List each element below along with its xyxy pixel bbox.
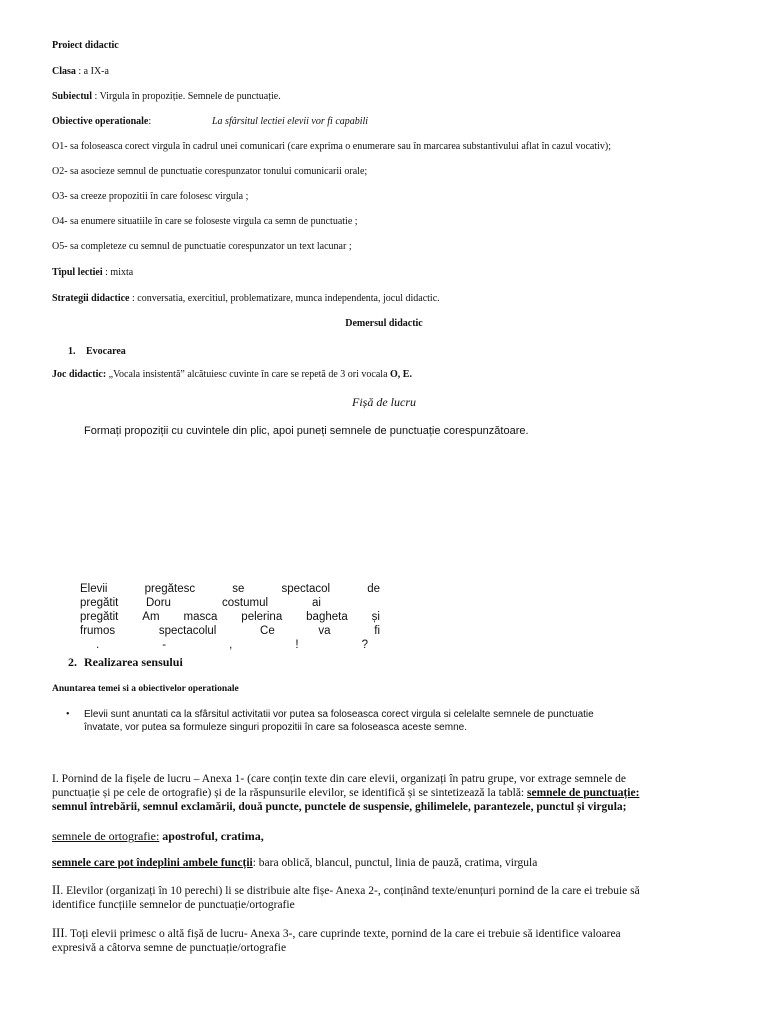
- joc-text: „Vocala insistentă” alcătuiesc cuvinte în care se repetă de 3 ori vocala: [106, 369, 391, 380]
- paragraph-i-line-1: [52, 772, 712, 786]
- ambele-line: [52, 856, 712, 870]
- bullet-dot: •: [66, 709, 70, 720]
- word-cell: pregătit: [80, 597, 119, 609]
- word-cell: spectacol: [281, 583, 331, 595]
- section-1-title: Evocarea: [86, 346, 126, 357]
- paragraph-i: [52, 772, 712, 814]
- word-cell: spectacolul: [158, 625, 217, 637]
- word-cell: costumul: [222, 597, 269, 609]
- section-2-number: 2.: [68, 655, 77, 669]
- paragraph-iii: [52, 926, 712, 955]
- joc-line: [52, 369, 412, 380]
- clasa-label: Clasa: [52, 66, 76, 77]
- section-2-heading: [68, 655, 183, 670]
- paragraph-i-line-2: [52, 786, 712, 800]
- strategies-label: Strategii didactice: [52, 293, 130, 304]
- roman-iii: III: [52, 926, 65, 940]
- joc-label: Joc didactic:: [52, 369, 107, 380]
- bullet-text-line-1: Elevii sunt anuntati ca la sfârsitul activitatii vor putea sa foloseasca corect virgula si celelalte semnele de punctuatie: [84, 709, 594, 720]
- section-2-title: Realizarea sensului: [84, 655, 183, 669]
- ortografie-value: apostroful, cratima,: [159, 829, 264, 843]
- obiective-colon: :: [148, 116, 152, 127]
- word-grid-row: [80, 610, 380, 624]
- strategies-value: : conversatia, exercitiul, problematizare, munca independenta, jocul didactic.: [129, 293, 440, 304]
- word-cell: pregătit: [80, 611, 119, 623]
- punctuation-cell: -: [162, 639, 167, 651]
- paragraph-ii: [52, 883, 712, 912]
- roman-ii: II: [52, 883, 61, 897]
- word-cell: fi: [374, 625, 380, 637]
- paragraph-i-text-a: . Pornind de la fișele de lucru – Anexa 1- (care conțin texte din care elevii, organizați în patru grupe, vor extrage semnele de: [55, 773, 626, 785]
- punctuation-cell: ,: [229, 639, 233, 651]
- word-cell: pelerina: [241, 611, 283, 623]
- section-1-heading: [68, 346, 126, 357]
- word-cell: bagheta: [306, 611, 348, 623]
- obiective-line: [52, 116, 369, 127]
- punctuation-cell: ?: [361, 639, 368, 651]
- paragraph-ii-line-2: identifice funcțiile semnelor de punctuație/ortografie: [52, 899, 295, 911]
- punctuation-cell: !: [295, 639, 299, 651]
- objective-o3: O3- sa creeze propozitii în care folosesc virgula ;: [52, 191, 249, 202]
- lesson-type-value: : mixta: [102, 267, 134, 278]
- word-cell: frumos: [80, 625, 116, 637]
- clasa-line: [52, 66, 109, 77]
- bullet-text-line-2: învatate, vor putea sa formuleze singuri propozitii în care sa foloseasca aceste semne.: [84, 722, 467, 733]
- section-1-number: 1.: [68, 346, 76, 357]
- paragraph-iii-line-2: expresivă a câtorva semne de punctuație/ortografie: [52, 942, 287, 954]
- lesson-type-line: [52, 267, 133, 278]
- word-cell: ai: [312, 597, 321, 609]
- anuntare-title: Anuntarea temei si a obiectivelor operationale: [52, 684, 239, 694]
- word-cell: Am: [142, 611, 160, 623]
- word-grid: [80, 582, 380, 652]
- strategies-line: [52, 293, 440, 304]
- word-cell: pregătesc: [144, 583, 196, 595]
- ambele-value: : bara oblică, blancul, punctul, linia de pauză, cratima, virgula: [252, 857, 538, 869]
- objective-o5: O5- sa completeze cu semnul de punctuatie corespunzator un text lacunar ;: [52, 241, 352, 252]
- fisa-instruction: Formați propoziții cu cuvintele din plic, apoi puneți semnele de punctuație corespunzătoare.: [84, 425, 529, 437]
- word-cell: va: [318, 625, 331, 637]
- subiect-label: Subiectul: [52, 91, 93, 102]
- objective-o1: O1- sa foloseasca corect virgula în cadrul unei comunicari (care exprima o enumerare sau în marcarea substantivului aflat în cazul vocativ);: [52, 141, 612, 152]
- objective-o4: O4- sa enumere situatiile în care se foloseste virgula ca semn de punctuatie ;: [52, 216, 358, 227]
- joc-vowels: O, E.: [390, 369, 412, 380]
- ortografie-label: semnele de ortografie:: [52, 829, 160, 843]
- obiective-label: Obiective operationale: [52, 116, 149, 127]
- word-grid-row: [80, 624, 380, 638]
- subiect-value: : Virgula în propoziție. Semnele de punctuație.: [92, 91, 281, 102]
- paragraph-i-text-b: punctuație și pe cele de ortografie) și de la răspunsurile elevilor, se identifică și se sintetizează la tablă:: [52, 787, 527, 799]
- roman-i: I: [52, 773, 56, 785]
- word-cell: se: [232, 583, 245, 595]
- word-cell: Ce: [260, 625, 275, 637]
- word-cell: de: [367, 583, 380, 595]
- obiective-intro: La sfârsitul lectiei elevii vor fi capabili: [212, 116, 369, 127]
- word-cell: Elevii: [80, 583, 108, 595]
- word-grid-row: [80, 638, 380, 652]
- word-cell: masca: [183, 611, 218, 623]
- word-grid-row: [80, 582, 380, 596]
- word-cell: Doru: [146, 597, 171, 609]
- ortografie-line: [52, 829, 712, 843]
- ambele-label: semnele care pot îndeplini ambele funcții: [52, 857, 253, 869]
- punctuation-signs-list: semnul întrebării, semnul exclamării, două puncte, punctele de suspensie, ghilimelele, parantezele, punctul și virgula;: [52, 801, 627, 813]
- demers-title: Demersul didactic: [345, 318, 423, 329]
- paragraph-iii-text-1: . Toți elevii primesc o altă fișă de lucru- Anexa 3-, care cuprinde texte, pornind de la care ei trebuie să identifice valoarea: [64, 928, 621, 940]
- subiect-line: [52, 91, 281, 102]
- word-grid-row: [80, 596, 380, 610]
- objective-o2: O2- sa asocieze semnul de punctuatie corespunzator tonului comunicarii orale;: [52, 166, 368, 177]
- word-cell: și: [371, 611, 380, 623]
- punctuation-signs-heading: semnele de punctuație:: [527, 787, 640, 799]
- paragraph-ii-text-1: . Elevilor (organizați în 10 perechi) li se distribuie alte fișe- Anexa 2-, conținând texte/enunțuri pornind de la care ei trebuie să: [60, 885, 640, 897]
- lesson-type-label: Tipul lectiei: [52, 267, 103, 278]
- paragraph-ii-line-1: [52, 883, 712, 898]
- fisa-title: Fișă de lucru: [352, 395, 416, 409]
- paragraph-iii-line-1: [52, 926, 712, 941]
- punctuation-cell: .: [96, 639, 100, 651]
- clasa-value: : a IX-a: [75, 66, 109, 77]
- document-title: Proiect didactic: [52, 40, 119, 51]
